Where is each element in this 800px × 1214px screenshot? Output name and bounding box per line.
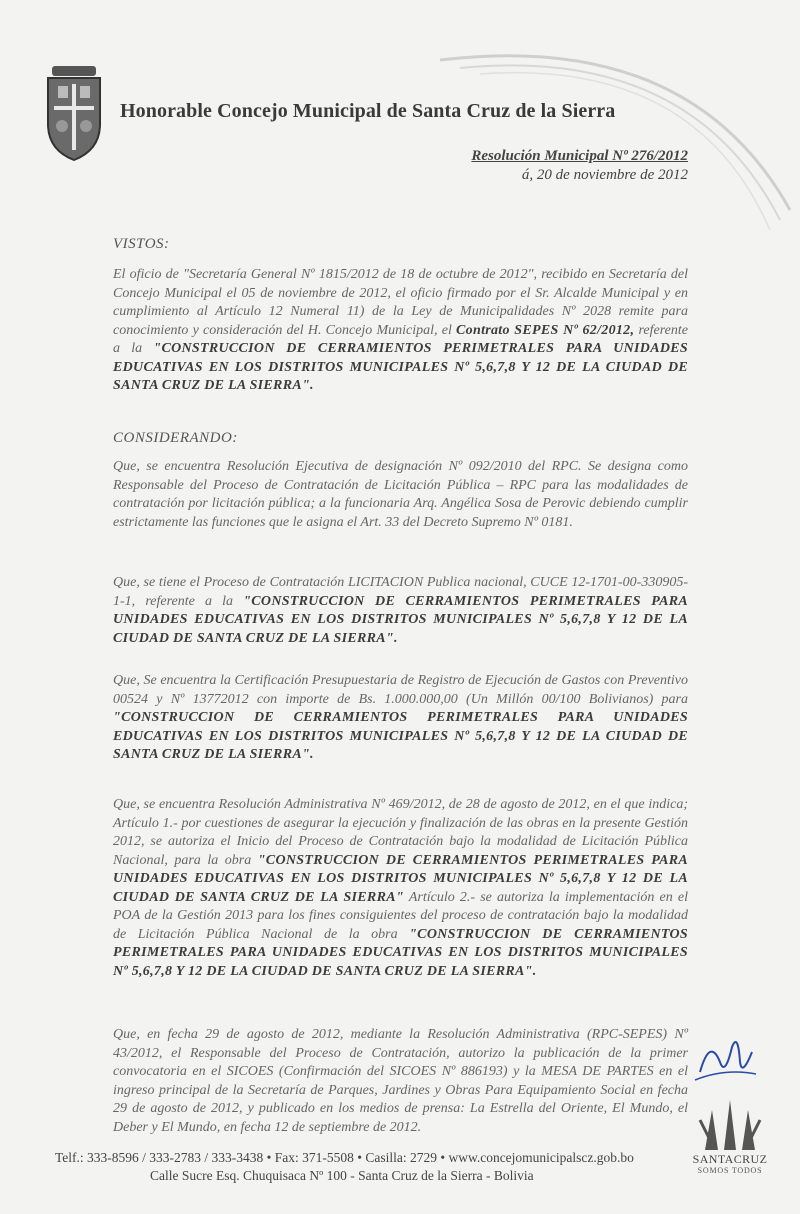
considerando-heading: CONSIDERANDO:	[113, 430, 238, 446]
paragraph-4-text-2: Artículo 2.- se autoriza la implementación en el POA de la Gestión 2013 para los fines consiguientes del proceso de contratación bajo la modalidad de Licitación Pública Nacional de la obra	[113, 889, 688, 942]
project-title: "CONSTRUCCION DE CERRAMIENTOS PERIMETRALES PARA UNIDADES EDUCATIVAS EN LOS DISTRITOS MUNICIPALES Nº 5,6,7,8 Y 12 DE LA CIUDAD DE SANTA CRUZ DE LA SIERRA".	[113, 926, 689, 979]
paragraph-2-text: Que, se tiene el Proceso de Contratación LICITACION Publica nacional, CUCE 12-1701-00-330905-1-1, referente a la	[113, 575, 688, 609]
project-title: "CONSTRUCCION DE CERRAMIENTOS PERIMETRALES PARA UNIDADES EDUCATIVAS EN LOS DISTRITOS MUNICIPALES Nº 5,6,7,8 Y 12 DE LA CIUDAD DE SANTA CRUZ DE LA SIERRA"	[113, 852, 688, 905]
vistos-mid: referente a la	[113, 322, 688, 356]
footer-contact: Telf.: 333-8596 / 333-2783 / 333-3438 • Fax: 371-5508 • Casilla: 2729 • www.concejomunicipalscz.gob.bo	[55, 1150, 634, 1165]
page-title: Honorable Concejo Municipal de Santa Cruz de la Sierra	[120, 100, 616, 122]
resolution-date: á, 20 de noviembre de 2012	[521, 167, 688, 183]
resolution-number: Resolución Municipal Nº 276/2012	[471, 148, 688, 164]
considerando-paragraph-4	[113, 796, 688, 981]
contract-reference: Contrato SEPES Nº 62/2012,	[456, 322, 635, 338]
vistos-heading: VISTOS:	[113, 236, 170, 252]
vistos-paragraph	[113, 266, 688, 396]
decorative-swoosh	[440, 40, 800, 240]
considerando-paragraph-1: Que, se encuentra Resolución Ejecutiva de designación Nº 092/2010 del RPC. Se designa como Responsable del Proceso de Contratación de Licitación Pública – RPC para las modalidades de contratación por licitación pública; a la funcionaria Arq. Angélica Sosa de Perovic debiendo cumplir estrictamente las funciones que le asigna el Art. 33 del Decreto Supremo Nº 0181.	[113, 459, 688, 530]
logo-name: SANTACRUZ	[692, 1152, 768, 1166]
project-title: "CONSTRUCCION DE CERRAMIENTOS PERIMETRALES PARA UNIDADES EDUCATIVAS EN LOS DISTRITOS MUNICIPALES Nº 5,6,7,8 Y 12 DE LA CIUDAD DE SANTA CRUZ DE LA SIERRA".	[113, 593, 688, 646]
project-title: "CONSTRUCCION DE CERRAMIENTOS PERIMETRALES PARA UNIDADES EDUCATIVAS EN LOS DISTRITOS MUNICIPALES Nº 5,6,7,8 Y 12 DE LA CIUDAD DE SANTA CRUZ DE LA SIERRA".	[113, 341, 688, 393]
project-title: "CONSTRUCCION DE CERRAMIENTOS PERIMETRALES PARA UNIDADES EDUCATIVAS EN LOS DISTRITOS MUNICIPALES Nº 5,6,7,8 Y 12 DE LA CIUDAD DE SANTA CRUZ DE LA SIERRA".	[113, 710, 688, 762]
considerando-paragraph-5: Que, en fecha 29 de agosto de 2012, mediante la Resolución Administrativa (RPC-SEPES) Nº 43/2012, el Responsable del Proceso de Contratación, autorizo la publicación de la primer convocatoria en el SICOES (Confirmación del SICOES Nº 886193) y la MESA DE PARTES en el ingreso principal de la Secretaría de Parques, Jardines y Obras Para Equipamiento Social en fecha 29 de agosto de 2012, y publicado en los medios de prensa: La Estrella del Oriente, El Mundo, el Deber y El Mundo, en fecha 12 de septiembre de 2012.	[113, 1027, 688, 1135]
considerando-paragraph-2	[113, 574, 688, 648]
signature-icon	[690, 1032, 760, 1092]
considerando-paragraph-3	[113, 672, 688, 765]
paragraph-3-text: Que, Se encuentra la Certificación Presupuestaria de Registro de Ejecución de Gastos con Preventivo 00524 y Nº 13772012 con importe de Bs. 1.000.000,00 (Un Millón 00/100 Bolivianos) para	[113, 673, 688, 707]
coat-of-arms-icon	[38, 64, 110, 164]
footer-address: Calle Sucre Esq. Chuquisaca Nº 100 - Santa Cruz de la Sierra - Bolivia	[150, 1168, 534, 1183]
resolution-block	[471, 148, 688, 184]
vistos-text: El oficio de "Secretaría General Nº 1815/2012 de 18 de octubre de 2012", recibido en Secretaría del Concejo Municipal el 05 de noviembre de 2012, el oficio firmado por el Sr. Alcalde Municipal y en cumplimiento al Artículo 12 Numeral 11) de la Ley de Municipalidades Nº 2028 remite para conocimiento y consideración del H. Concejo Municipal, el	[113, 267, 688, 338]
paragraph-4-text: Que, se encuentra Resolución Administrativa Nº 469/2012, de 28 de agosto de 2012, en el que indica; Artículo 1.- por cuestiones de asegurar la ejecución y finalización de las obras en la presente Gestión 2012, se autoriza el Inicio del Proceso de Contratación bajo la modalidad de Licitación Pública Nacional, para la obra	[113, 797, 688, 868]
santa-cruz-logo-icon	[690, 1090, 770, 1200]
logo-tagline: SOMOS TODOS	[697, 1166, 763, 1175]
